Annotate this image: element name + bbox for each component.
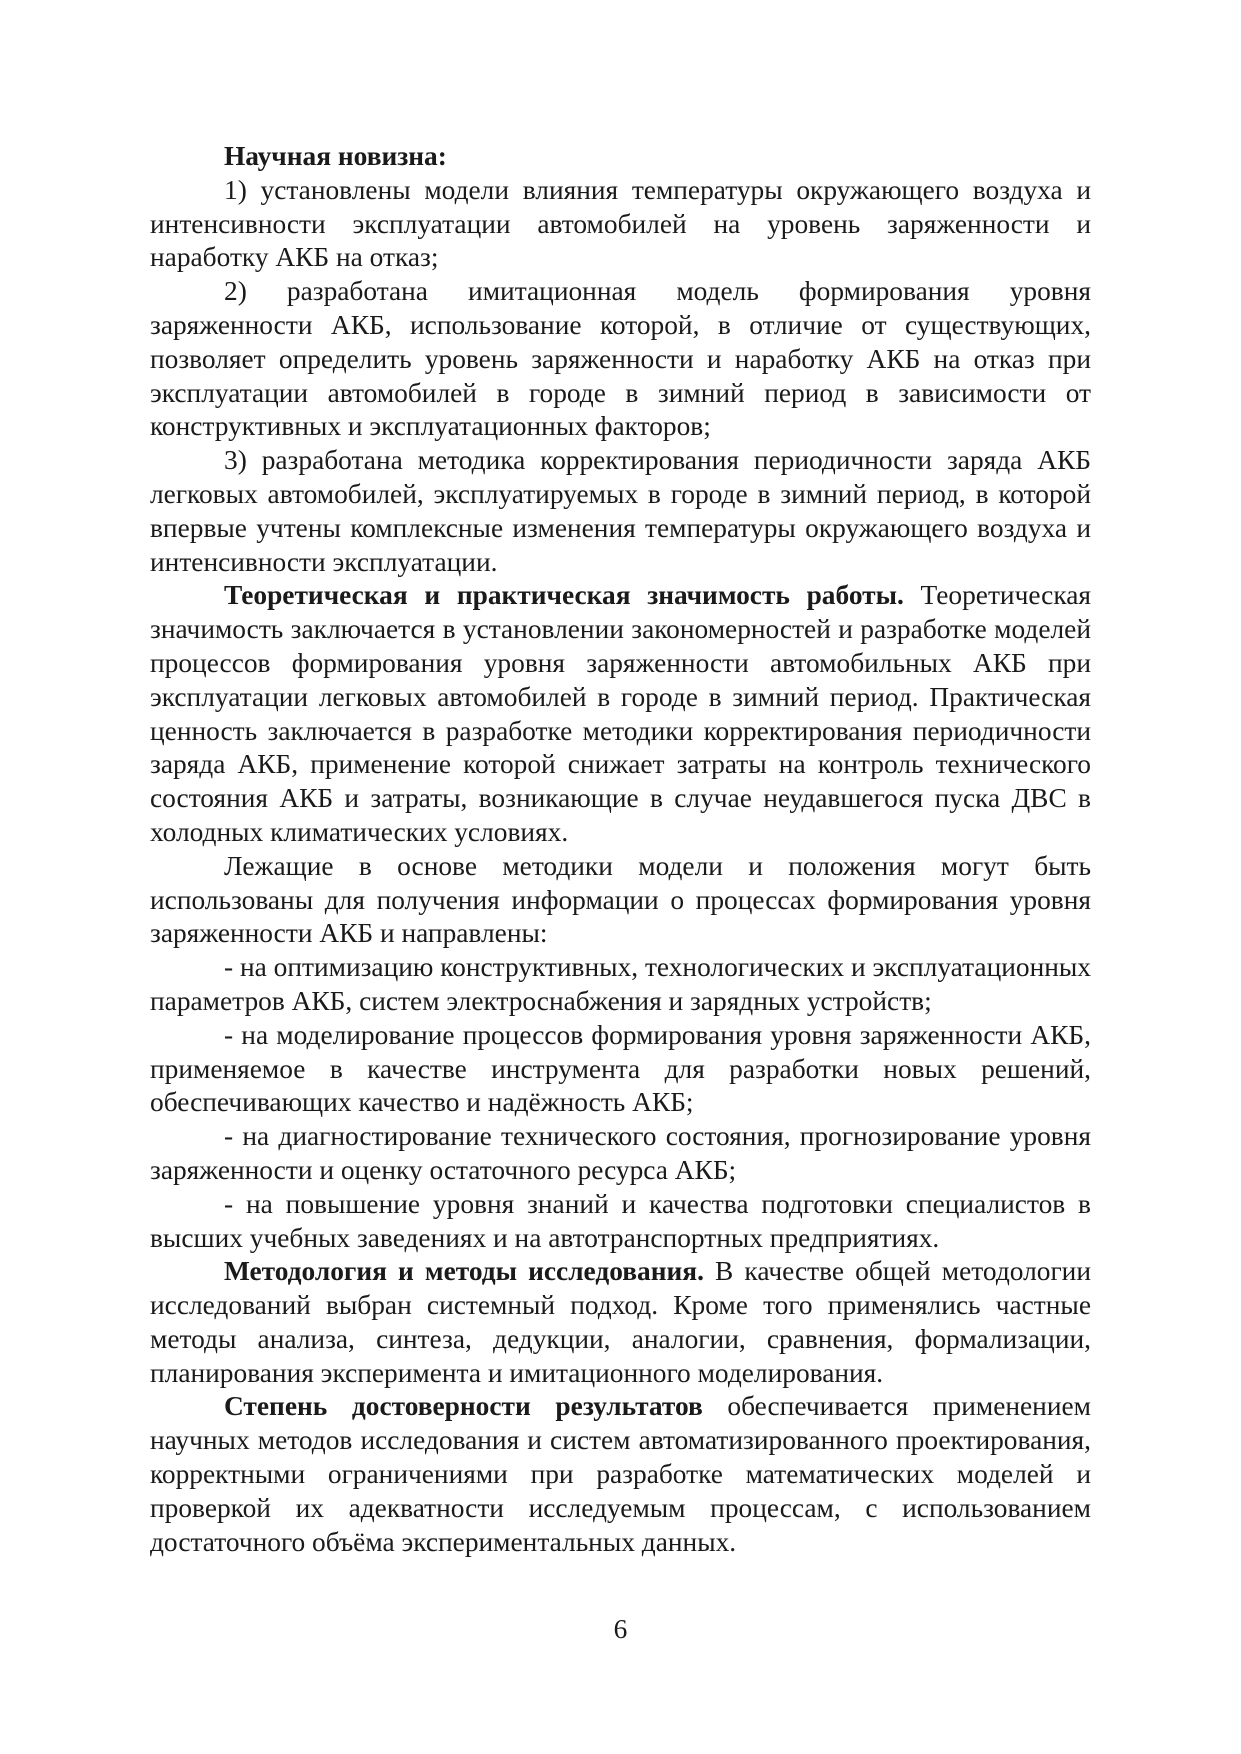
reliability-text: обеспечивается применением научных методов исследования и систем автоматизированного проектирования, корректными ограничениями при разработке математических моделей и проверкой их адекватности исследуемым процессам, с использованием достаточного объёма экспериментальных данных. [150,1391,1091,1557]
methodology-text: В качестве общей методологии исследований выбран системный подход. Кроме того применялись частные методы анализа, синтеза, дедукции, аналогии, сравнения, формализации, планирования эксперимента и имитационного моделирования. [150,1256,1092,1388]
page-body [150,140,1091,1559]
application-item-1: - на оптимизацию конструктивных, технологических и эксплуатационных параметров АКБ, систем электроснабжения и зарядных устройств; [150,952,1091,1016]
page-number: 6 [613,1614,628,1644]
application-item-4: - на повышение уровня знаний и качества подготовки специалистов в высших учебных заведениях и на автотранспортных предприятиях. [150,1188,1091,1253]
novelty-item-3: 3) разработана методика корректирования периодичности заряда АКБ легковых автомобилей, эксплуатируемых в городе в зимний период, в которой впервые учтены комплексные изменения температуры окружающего воздуха и интенсивности эксплуатации. [150,445,1091,577]
novelty-item-2: 2) разработана имитационная модель формирования уровня заряженности АКБ, использование которой, в отличие от существующих, позволяет определить уровень заряженности и наработку АКБ на отказ при эксплуатации автомобилей в городе в зимний период в зависимости от конструктивных и эксплуатационных факторов; [150,276,1091,442]
significance-heading: Теоретическая и практическая значимость работы. [224,580,904,611]
significance-paragraph [150,579,1091,849]
reliability-heading: Степень достоверности результатов [224,1391,703,1422]
methodology-paragraph [150,1255,1091,1390]
novelty-heading: Научная новизна: [224,141,447,171]
reliability-paragraph [150,1390,1091,1559]
methodology-heading: Методология и методы исследования. [224,1256,704,1287]
significance-text: Теоретическая значимость заключается в установлении закономерностей и разработке моделей процессов формирования уровня заряженности автомобильных АКБ при эксплуатации легковых автомобилей в городе в зимний период. Практическая ценность заключается в разработке методики корректирования периодичности заряда АКБ, применение которой снижает затраты на контроль технического состояния АКБ и затраты, возникающие в случае неудавшегося пуска ДВС в холодных климатических условиях. [150,580,1091,847]
application-item-2: - на моделирование процессов формирования уровня заряженности АКБ, применяемое в качестве инструмента для разработки новых решений, обеспечивающих качество и надёжность АКБ; [150,1019,1091,1118]
application-item-3: - на диагностирование технического состояния, прогнозирование уровня заряженности и оценку остаточного ресурса АКБ; [150,1121,1091,1185]
application-intro: Лежащие в основе методики модели и положения могут быть использованы для получения информации о процессах формирования уровня заряженности АКБ и направлены: [150,850,1091,949]
novelty-item-1: 1) установлены модели влияния температуры окружающего воздуха и интенсивности эксплуатации автомобилей на уровень заряженности и наработку АКБ на отказ; [150,174,1091,273]
